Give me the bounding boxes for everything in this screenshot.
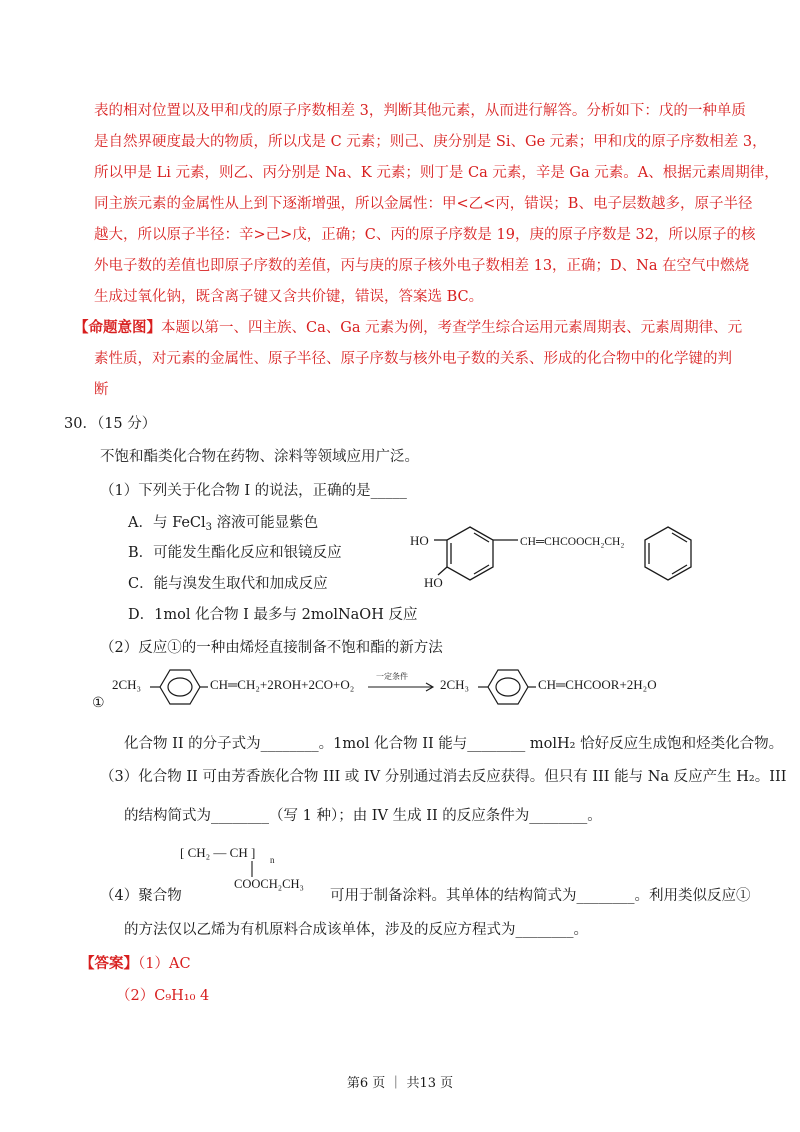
analysis-line: 所以甲是 Li 元素，则乙、丙分别是 Na、K 元素；则丁是 Ca 元素，辛是 Ga 元素。A、根据元素周期律， [94, 165, 779, 181]
compound-1-chain: CH═CHCOOCH₂CH₂ [520, 536, 625, 548]
benzene-ring-right [478, 665, 538, 711]
analysis-line: 生成过氧化钠，既含离子键又含共价键，错误，答案选 BC。 [94, 289, 484, 305]
intent-label: 【命题意图】 [74, 319, 161, 336]
reaction-condition: 一定条件 [376, 672, 408, 681]
polymer-branch: COOCH₂CH₃ [234, 877, 304, 891]
analysis-line: 是自然界硬度最大的物质，所以戊是 C 元素；则己、庚分别是 Si、Ge 元素；甲和戊的原子序数相差 3， [94, 134, 767, 150]
question-part-1: （1）下列关于化合物 I 的说法，正确的是_____ [100, 483, 407, 499]
analysis-line: 外电子数的差值也即原子序数的差值，丙与庚的原子核外电子数相差 13，正确；D、Na 在空气中燃烧 [94, 258, 750, 274]
reaction-right-rest: CH═CHCOOR+2H₂O [538, 677, 657, 692]
analysis-line: 表的相对位置以及甲和戊的原子序数相差 3，判断其他元素，从而进行解答。分析如下：戊的一种单质 [94, 103, 746, 119]
option-c: C．能与溴发生取代和加成反应 [128, 576, 328, 592]
reaction-equation [0, 665, 800, 725]
polymer-chain: [ CH₂ — CH ] [180, 845, 256, 860]
option-d: D．1mol 化合物 I 最多与 2molNaOH 反应 [128, 607, 418, 623]
benzene-ring-left [150, 665, 210, 711]
option-a: A．与 FeCl$_3$ 溶液可能显紫色 [128, 515, 319, 533]
polymer-structure [180, 845, 340, 895]
answer-line-1 [80, 953, 191, 975]
reaction-left-coef: 2CH₃ [112, 677, 142, 692]
intent-line-1 [74, 317, 742, 339]
answer-1: （1）AC [138, 956, 191, 972]
answer-label: 【答案】 [80, 955, 138, 972]
reaction-arrow [368, 681, 438, 693]
question-number: 30．（15 分） [64, 416, 157, 432]
question-part-3-line-1: （3）化合物 II 可由芳香族化合物 III 或 IV 分别通过消去反应获得。但只有 III 能与 Na 反应产生 H₂。III [100, 769, 787, 785]
page-footer: 第6 页 ｜ 共13 页 [346, 1076, 454, 1091]
question-part-4-prefix: （4）聚合物 [100, 888, 182, 904]
question-part-3-line-2: 的结构简式为________（写 1 种）；由 IV 生成 II 的反应条件为________。 [124, 808, 602, 824]
option-b: B．可能发生酯化反应和银镜反应 [128, 545, 342, 561]
question-part-2: （2）反应①的一种由烯烃直接制备不饱和酯的新方法 [100, 640, 443, 656]
reaction-left-rest: CH═CH₂+2ROH+2CO+O₂ [210, 677, 355, 692]
question-part-4-line-2: 的方法仅以乙烯为有机原料合成该单体，涉及的反应方程式为________。 [124, 922, 588, 938]
ho-bottom-label: HO [424, 575, 443, 590]
compound-1-structure [410, 515, 710, 595]
analysis-line: 越大，所以原子半径：辛>己>戊，正确；C、丙的原子序数是 19，庚的原子序数是 32，所以原子的核 [94, 227, 756, 243]
polymer-bond [250, 861, 254, 877]
reaction-right-coef: 2CH₃ [440, 677, 470, 692]
intent-text: 本题以第一、四主族、Ca、Ga 元素为例，考查学生综合运用元素周期表、元素周期律、元 [161, 320, 743, 336]
answer-2: （2）C₉H₁₀ 4 [116, 988, 210, 1004]
question-intro: 不饱和酯类化合物在药物、涂料等领域应用广泛。 [100, 449, 419, 465]
question-part-4-line-1: 可用于制备涂料。其单体的结构简式为________。利用类似反应① [330, 888, 751, 904]
polymer-n: n [270, 855, 275, 865]
question-part-2-text: 化合物 II 的分子式为________。1mol 化合物 II 能与________ molH₂ 恰好反应生成饱和烃类化合物。 [124, 736, 784, 752]
ho-top-label: HO [410, 533, 429, 548]
intent-line: 断 [94, 382, 109, 398]
reaction-marker: ① [92, 696, 105, 711]
intent-line: 素性质，对元素的金属性、原子半径、原子序数与核外电子数的关系、形成的化合物中的化学键的判 [94, 351, 732, 367]
analysis-line: 同主族元素的金属性从上到下逐渐增强，所以金属性：甲<乙<丙，错误；B、电子层数越多，原子半径 [94, 196, 753, 212]
